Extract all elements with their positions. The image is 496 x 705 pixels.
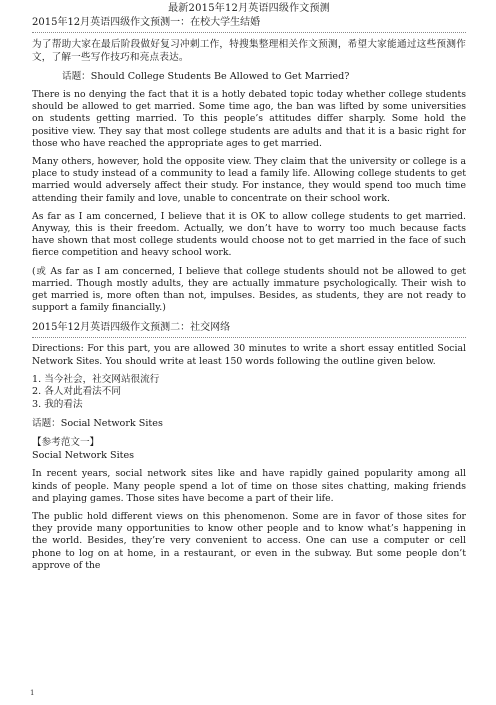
sample-title: Social Network Sites xyxy=(32,450,135,462)
outline-list xyxy=(32,374,466,412)
document-page xyxy=(0,3,496,705)
topic-line: 话题：Social Network Sites xyxy=(32,418,163,430)
directions-text: Directions: For this part, you are allowed 30 minutes to write a short essay entitled Social Network Sites. You should write at least 150 words following the outline given below. xyxy=(32,343,466,367)
paragraph: There is no denying the fact that it is a hotly debated topic today whether college students should be allowed to get married. Some time ago, the ban was lifted by some universities on students getting married. To this people’s attitudes differ sharply. Some hold the positive view. They say that most college students are adults and that it is a basic right for those who have reached the appropriate ages to get married. xyxy=(32,89,466,149)
divider xyxy=(32,32,466,33)
page-number: 1 xyxy=(30,689,35,697)
divider xyxy=(32,337,466,338)
topic-line: 话题：Should College Students Be Allowed to Get Married? xyxy=(62,71,350,82)
section2-title: 2015年12月英语四级作文预测二：社交网络 xyxy=(32,322,231,334)
running-title: 最新2015年12月英语四级作文预测 xyxy=(168,3,330,14)
outline-item: 3. 我的看法 xyxy=(32,398,83,410)
sample-label: 【参考范文一】 xyxy=(32,437,100,449)
paragraph: As far as I am concerned, I believe that it is OK to allow college students to get married. Anyway, this is their freedom. Actually, we don’t have to worry too much because facts have shown that most college students would choose not to get married in the face of such fierce competition and heavy school work. xyxy=(32,210,466,259)
paragraph: (或 As far as I am concerned, I believe that college students should not be allowed to get married. Though mostly adults, they are actually immature psychologically. Their wish to get married is, more often than not, impulses. Besides, as students, they are not ready to support a family financially.) xyxy=(32,265,466,314)
paragraph: Many others, however, hold the opposite view. They claim that the university or college is a place to study instead of a community to lead a family life. Allowing college students to get married would adversely affect their study. For instance, they would spend too much time attending their family and love, unable to concentrate on their school work. xyxy=(32,156,466,204)
section1-title: 2015年12月英语四级作文预测一：在校大学生结婚 xyxy=(32,17,261,28)
outline-item: 1. 当今社会，社交网站很流行 xyxy=(32,373,160,385)
intro-text: 为了帮助大家在最后阶段做好复习冲刺工作，特搜集整理相关作文预测，希望大家能通过这些预测作文，了解一些写作技巧和亮点表达。 xyxy=(32,39,466,63)
outline-item: 2. 各人对此看法不同 xyxy=(32,386,121,398)
paragraph: In recent years, social network sites like and have rapidly gained popularity among all kinds of people. Many people spend a lot of time on those sites chatting, making friends and playing games. Those sites have become a part of their life. xyxy=(32,468,466,504)
paragraph: The public hold different views on this phenomenon. Some are in favor of those sites for they provide many opportunities to know other people and to know what’s happening in the world. Besides, they’re very convenient to access. One can use a computer or cell phone to log on at home, in a restaurant, or even in the subway. But some people don’t approve of the xyxy=(32,510,466,571)
